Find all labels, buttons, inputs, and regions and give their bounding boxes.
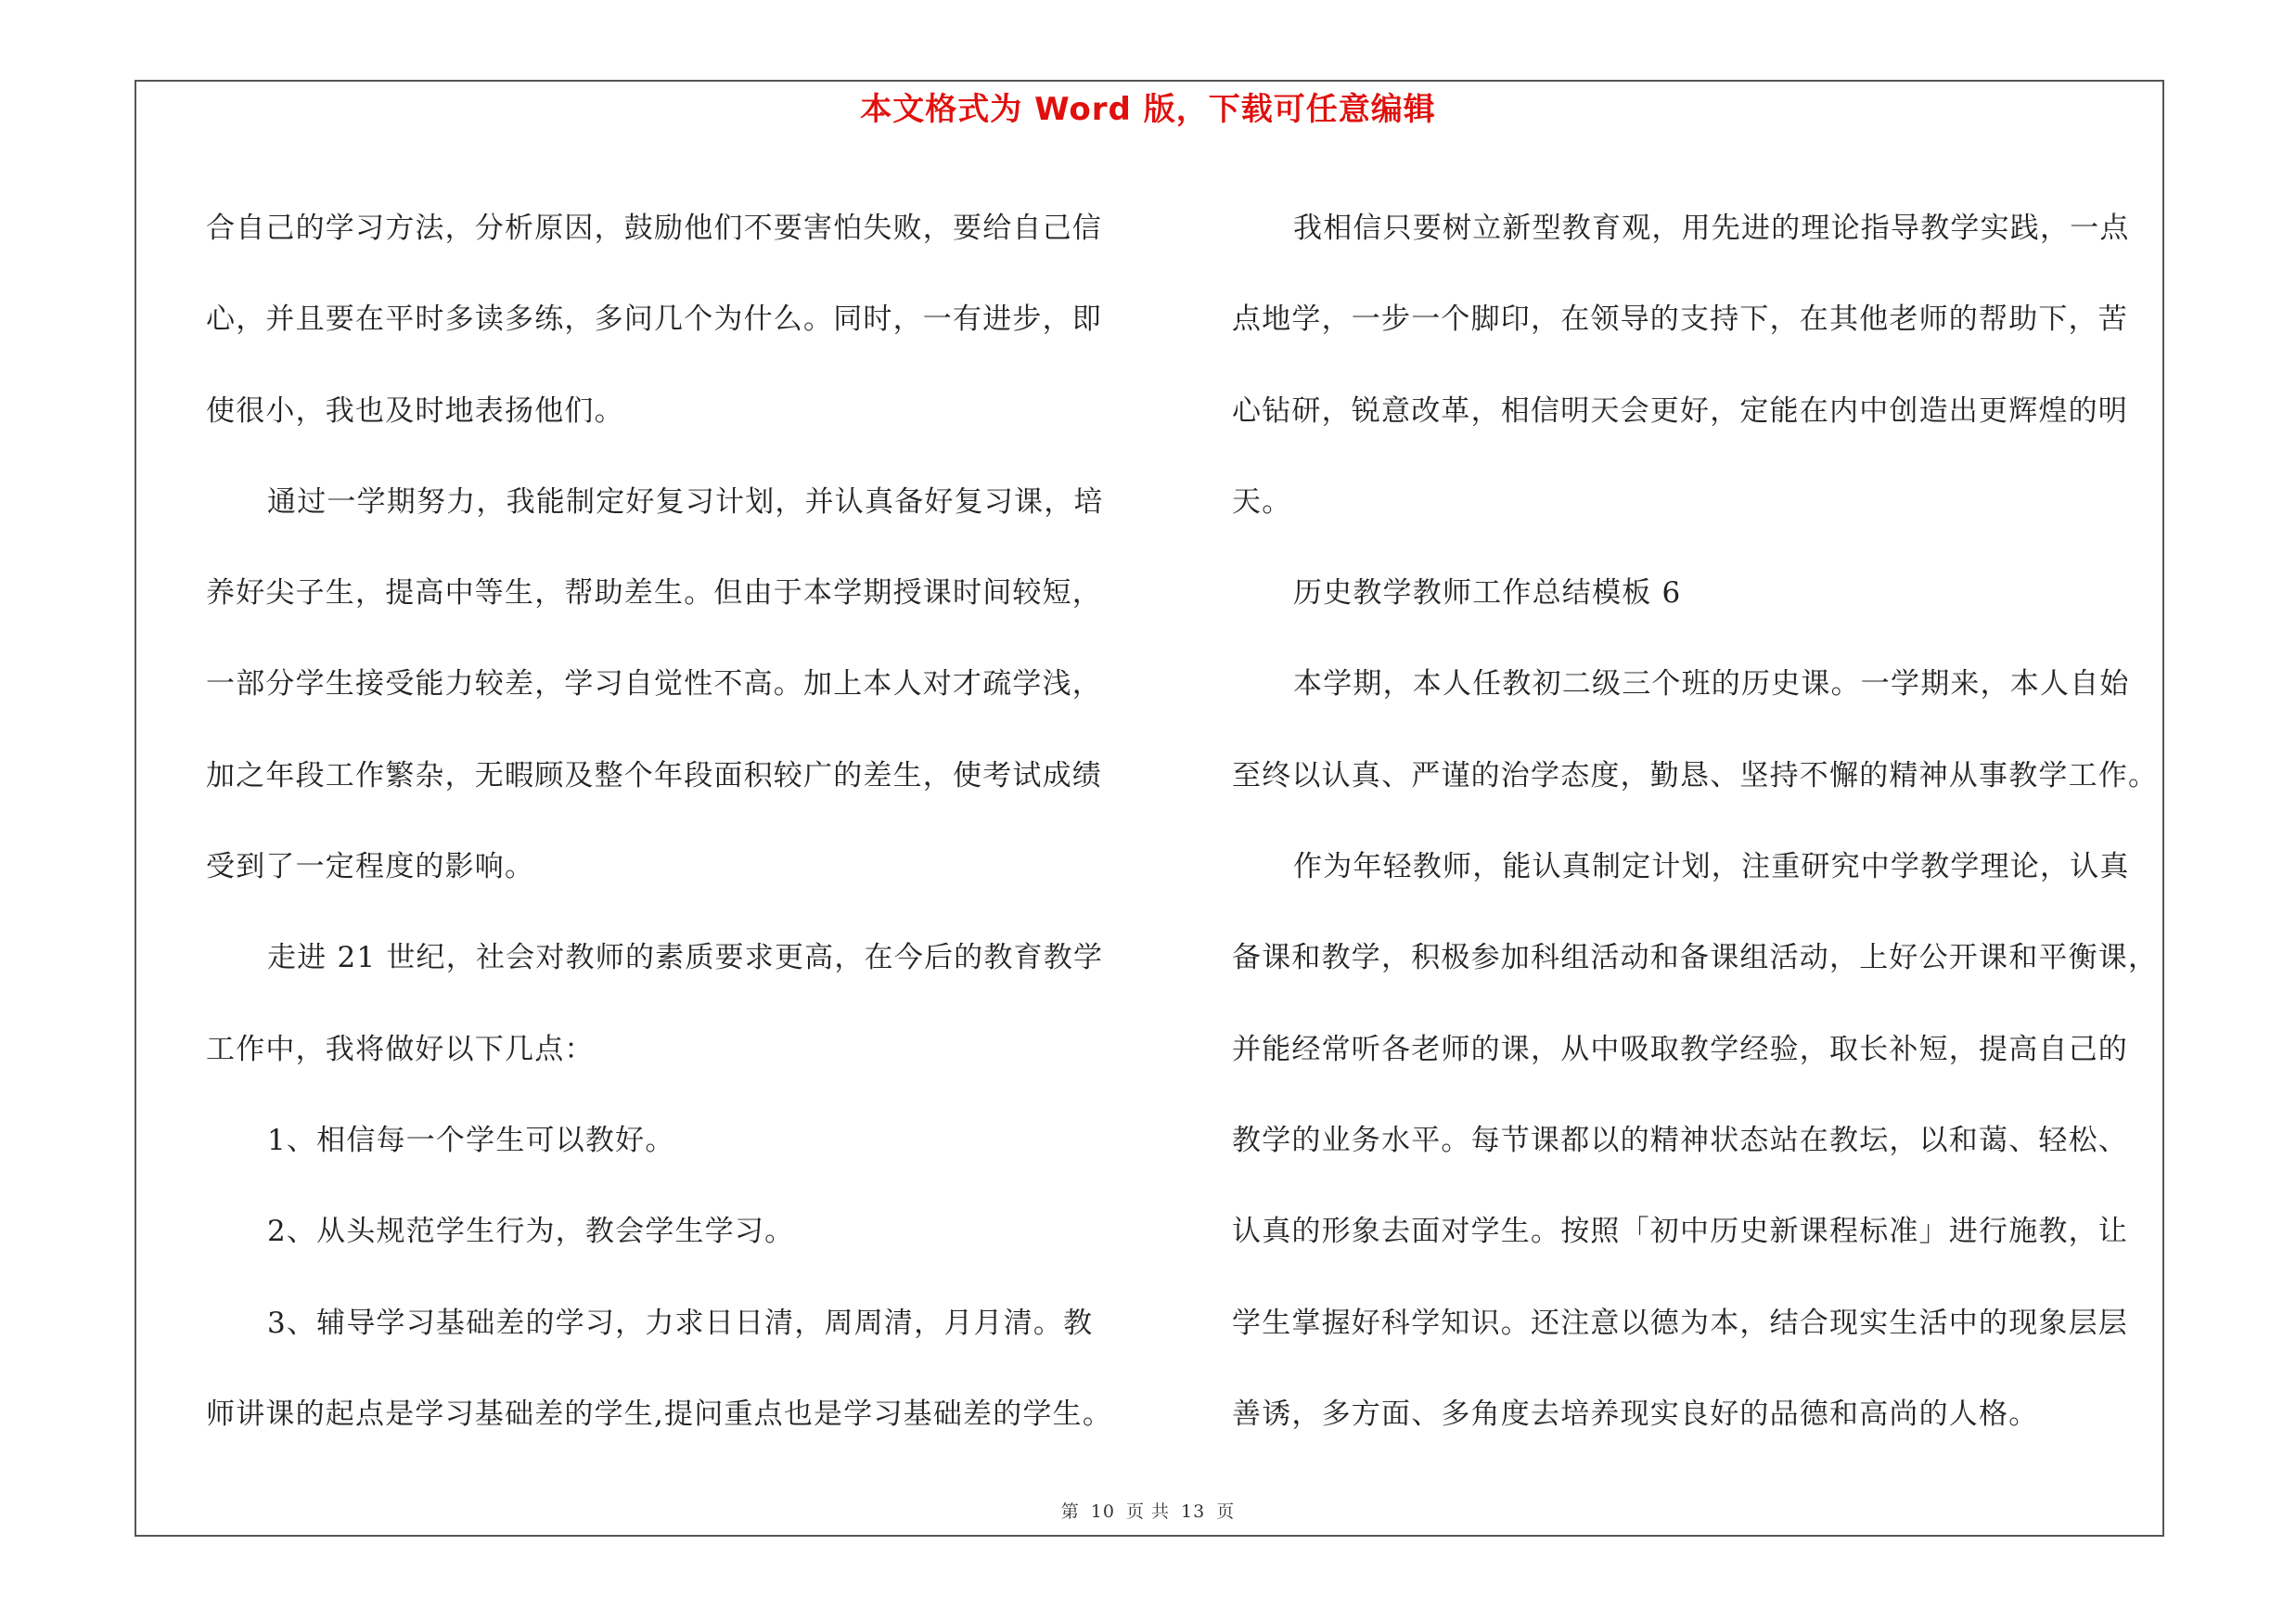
footer-suffix: 页 [1216,1501,1236,1522]
left-column-text-line: 合自己的学习方法，分析原因，鼓励他们不要害怕失败，要给自己信 [206,212,1102,245]
left-column-text-line: 师讲课的起点是学习基础差的学生,提问重点也是学习基础差的学生。 [206,1397,1113,1431]
right-column-text-line: 至终以认真、严谨的治学态度，勤恳、坚持不懈的精神从事教学工作。 [1232,758,2159,792]
right-column-text-line: 备课和教学，积极参加科组活动和备课组活动，上好公开课和平衡课， [1232,941,2159,975]
right-column-text-line: 点地学，一步一个脚印，在领导的支持下，在其他老师的帮助下，苦 [1232,303,2128,337]
left-column-text-line: 3、辅导学习基础差的学习，力求日日清，周周清，月月清。教 [267,1306,1094,1340]
footer-prefix: 第 [1060,1501,1080,1522]
left-column-text-line: 受到了一定程度的影响。 [206,850,535,884]
right-column-text-line: 并能经常听各老师的课，从中吸取教学经验，取长补短，提高自己的 [1232,1032,2128,1066]
footer-middle: 页 共 [1125,1501,1171,1522]
page-footer [0,1498,2296,1523]
right-column-text-line: 认真的形象去面对学生。按照「初中历史新课程标准」进行施教，让 [1232,1215,2128,1249]
left-column-text-line: 使很小，我也及时地表扬他们。 [206,393,624,428]
left-column-text-line: 工作中，我将做好以下几点： [206,1032,595,1066]
format-banner: 本文格式为 Word 版，下载可任意编辑 [860,91,1436,128]
right-column-text-line: 我相信只要树立新型教育观，用先进的理论指导教学实践，一点 [1293,212,2130,245]
left-column-text-line: 2、从头规范学生行为，教会学生学习。 [267,1215,795,1249]
left-column-text-line: 1、相信每一个学生可以教好。 [267,1123,675,1157]
current-page-number: 10 [1090,1501,1115,1522]
right-column-text-line: 历史教学教师工作总结模板 6 [1293,576,1682,611]
left-column-text-line: 一部分学生接受能力较差，学习自觉性不高。加上本人对才疏学浅， [206,667,1102,702]
left-column-text-line: 心，并且要在平时多读多练，多问几个为什么。同时，一有进步，即 [206,303,1102,337]
right-column-text-line: 本学期，本人任教初二级三个班的历史课。一学期来，本人自始 [1293,667,2130,702]
right-column-text-line: 教学的业务水平。每节课都以的精神状态站在教坛，以和蔼、轻松、 [1232,1123,2128,1157]
total-page-count: 13 [1181,1501,1206,1522]
left-column-text-line: 走进 21 世纪，社会对教师的素质要求更高，在今后的教育教学 [267,941,1104,975]
right-column-text-line: 作为年轻教师，能认真制定计划，注重研究中学教学理论，认真 [1293,850,2130,884]
left-column-text-line: 加之年段工作繁杂，无暇顾及整个年段面积较广的差生，使考试成绩 [206,758,1102,792]
right-column-text-line: 善诱，多方面、多角度去培养现实良好的品德和高尚的人格。 [1232,1397,2039,1431]
left-column-text-line: 养好尖子生，提高中等生，帮助差生。但由于本学期授课时间较短， [206,576,1102,611]
right-column-text-line: 天。 [1232,484,1292,519]
right-column-text-line: 心钻研，锐意改革，相信明天会更好，定能在内中创造出更辉煌的明 [1232,393,2128,428]
left-column-text-line: 通过一学期努力，我能制定好复习计划，并认真备好复习课，培 [267,484,1104,519]
right-column [1232,183,2160,1460]
right-column-text-line: 学生掌握好科学知识。还注意以德为本，结合现实生活中的现象层层 [1232,1306,2128,1340]
left-column [206,183,1143,1460]
